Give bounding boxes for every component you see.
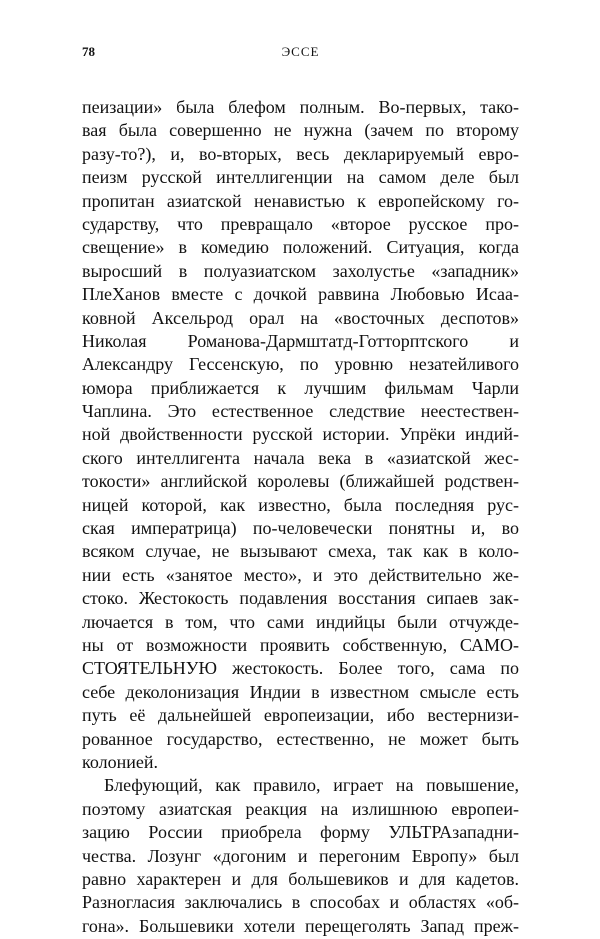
- text-line: ницей которой, как известно, была последняя рус-: [82, 494, 519, 515]
- text-line: пропитан азиатской ненавистью к европейскому го-: [82, 190, 519, 211]
- paragraph-2: [82, 774, 519, 938]
- text-line: Блефующий, как правило, играет на повышение,: [104, 775, 519, 796]
- text-line: рованное государство, естественно, не может быть: [82, 728, 519, 749]
- text-line: ского интеллигента начала века в «азиатской жес-: [82, 447, 519, 468]
- page-number: 78: [82, 44, 95, 59]
- body-text: [82, 96, 519, 938]
- text-line: Чаплина. Это естественное следствие неестествен-: [82, 401, 519, 422]
- text-line: Разногласия заключались в способах и областях «об-: [82, 892, 519, 913]
- text-line: сударству, что превращало «второе русское про-: [82, 213, 519, 234]
- text-line: лючается в том, что сами индийцы были отчужде-: [82, 611, 519, 632]
- text-line: пеизации» была блефом полным. Во-первых, тако-: [82, 97, 519, 117]
- text-line: гона». Большевики хотели перещеголять Запад преж-: [82, 915, 519, 936]
- text-line: ны от возможности проявить собственную, САМО-: [82, 634, 519, 655]
- page-header: [82, 44, 519, 68]
- text-line: Александру Гессенскую, по уровню незатейливого: [82, 354, 519, 375]
- text-line: ковной Аксельрод орал на «восточных деспотов»: [82, 307, 519, 328]
- text-line: токости» английской королевы (ближайшей родствен-: [82, 471, 519, 492]
- text-line: колонией.: [82, 751, 158, 772]
- text-line: вая была совершенно не нужна (зачем по второму: [82, 120, 519, 141]
- text-line: поэтому азиатская реакция на излишнюю европеи-: [82, 798, 519, 819]
- text-line: всяком случае, не вызывают смеха, так как в коло-: [82, 541, 519, 562]
- text-line: СТОЯТЕЛЬНУЮ жестокость. Более того, сама по: [82, 658, 519, 679]
- paragraph-1: [82, 96, 519, 774]
- text-line: стоко. Жестокость подавления восстания сипаев зак-: [82, 588, 519, 609]
- text-line: Николая Романова-Дармштатд-Готторптского и: [82, 330, 519, 351]
- text-line: путь её дальнейшей европеизации, ибо вестернизи-: [82, 705, 519, 726]
- text-line: равно характерен и для большевиков и для кадетов.: [82, 868, 519, 889]
- text-line: себе деколонизация Индии в известном смысле есть: [82, 681, 519, 702]
- text-line: юмора приближается к лучшим фильмам Чарли: [82, 377, 519, 398]
- text-line: выросший в полуазиатском захолустье «западник»: [82, 260, 519, 281]
- text-line: ной двойственности русской истории. Упрёки индий-: [82, 424, 519, 445]
- text-line: свещение» в комедию положений. Ситуация, когда: [82, 237, 519, 258]
- running-title: ЭССЕ: [281, 44, 320, 59]
- text-line: разу-то?), и, во-вторых, весь декларируемый евро-: [82, 143, 519, 164]
- text-line: пеизм русской интеллигенции на самом деле был: [82, 167, 519, 188]
- text-line: зацию России приобрела форму УЛЬТРАзападни-: [82, 822, 519, 843]
- text-line: нии есть «занятое место», и это действительно же-: [82, 564, 519, 585]
- text-line: чества. Лозунг «догоним и перегоним Европу» был: [82, 845, 519, 866]
- text-line: ская императрица) по-человечески понятны и, во: [82, 518, 519, 539]
- text-line: ПлеХанов вместе с дочкой раввина Любовью Исаа-: [82, 284, 519, 305]
